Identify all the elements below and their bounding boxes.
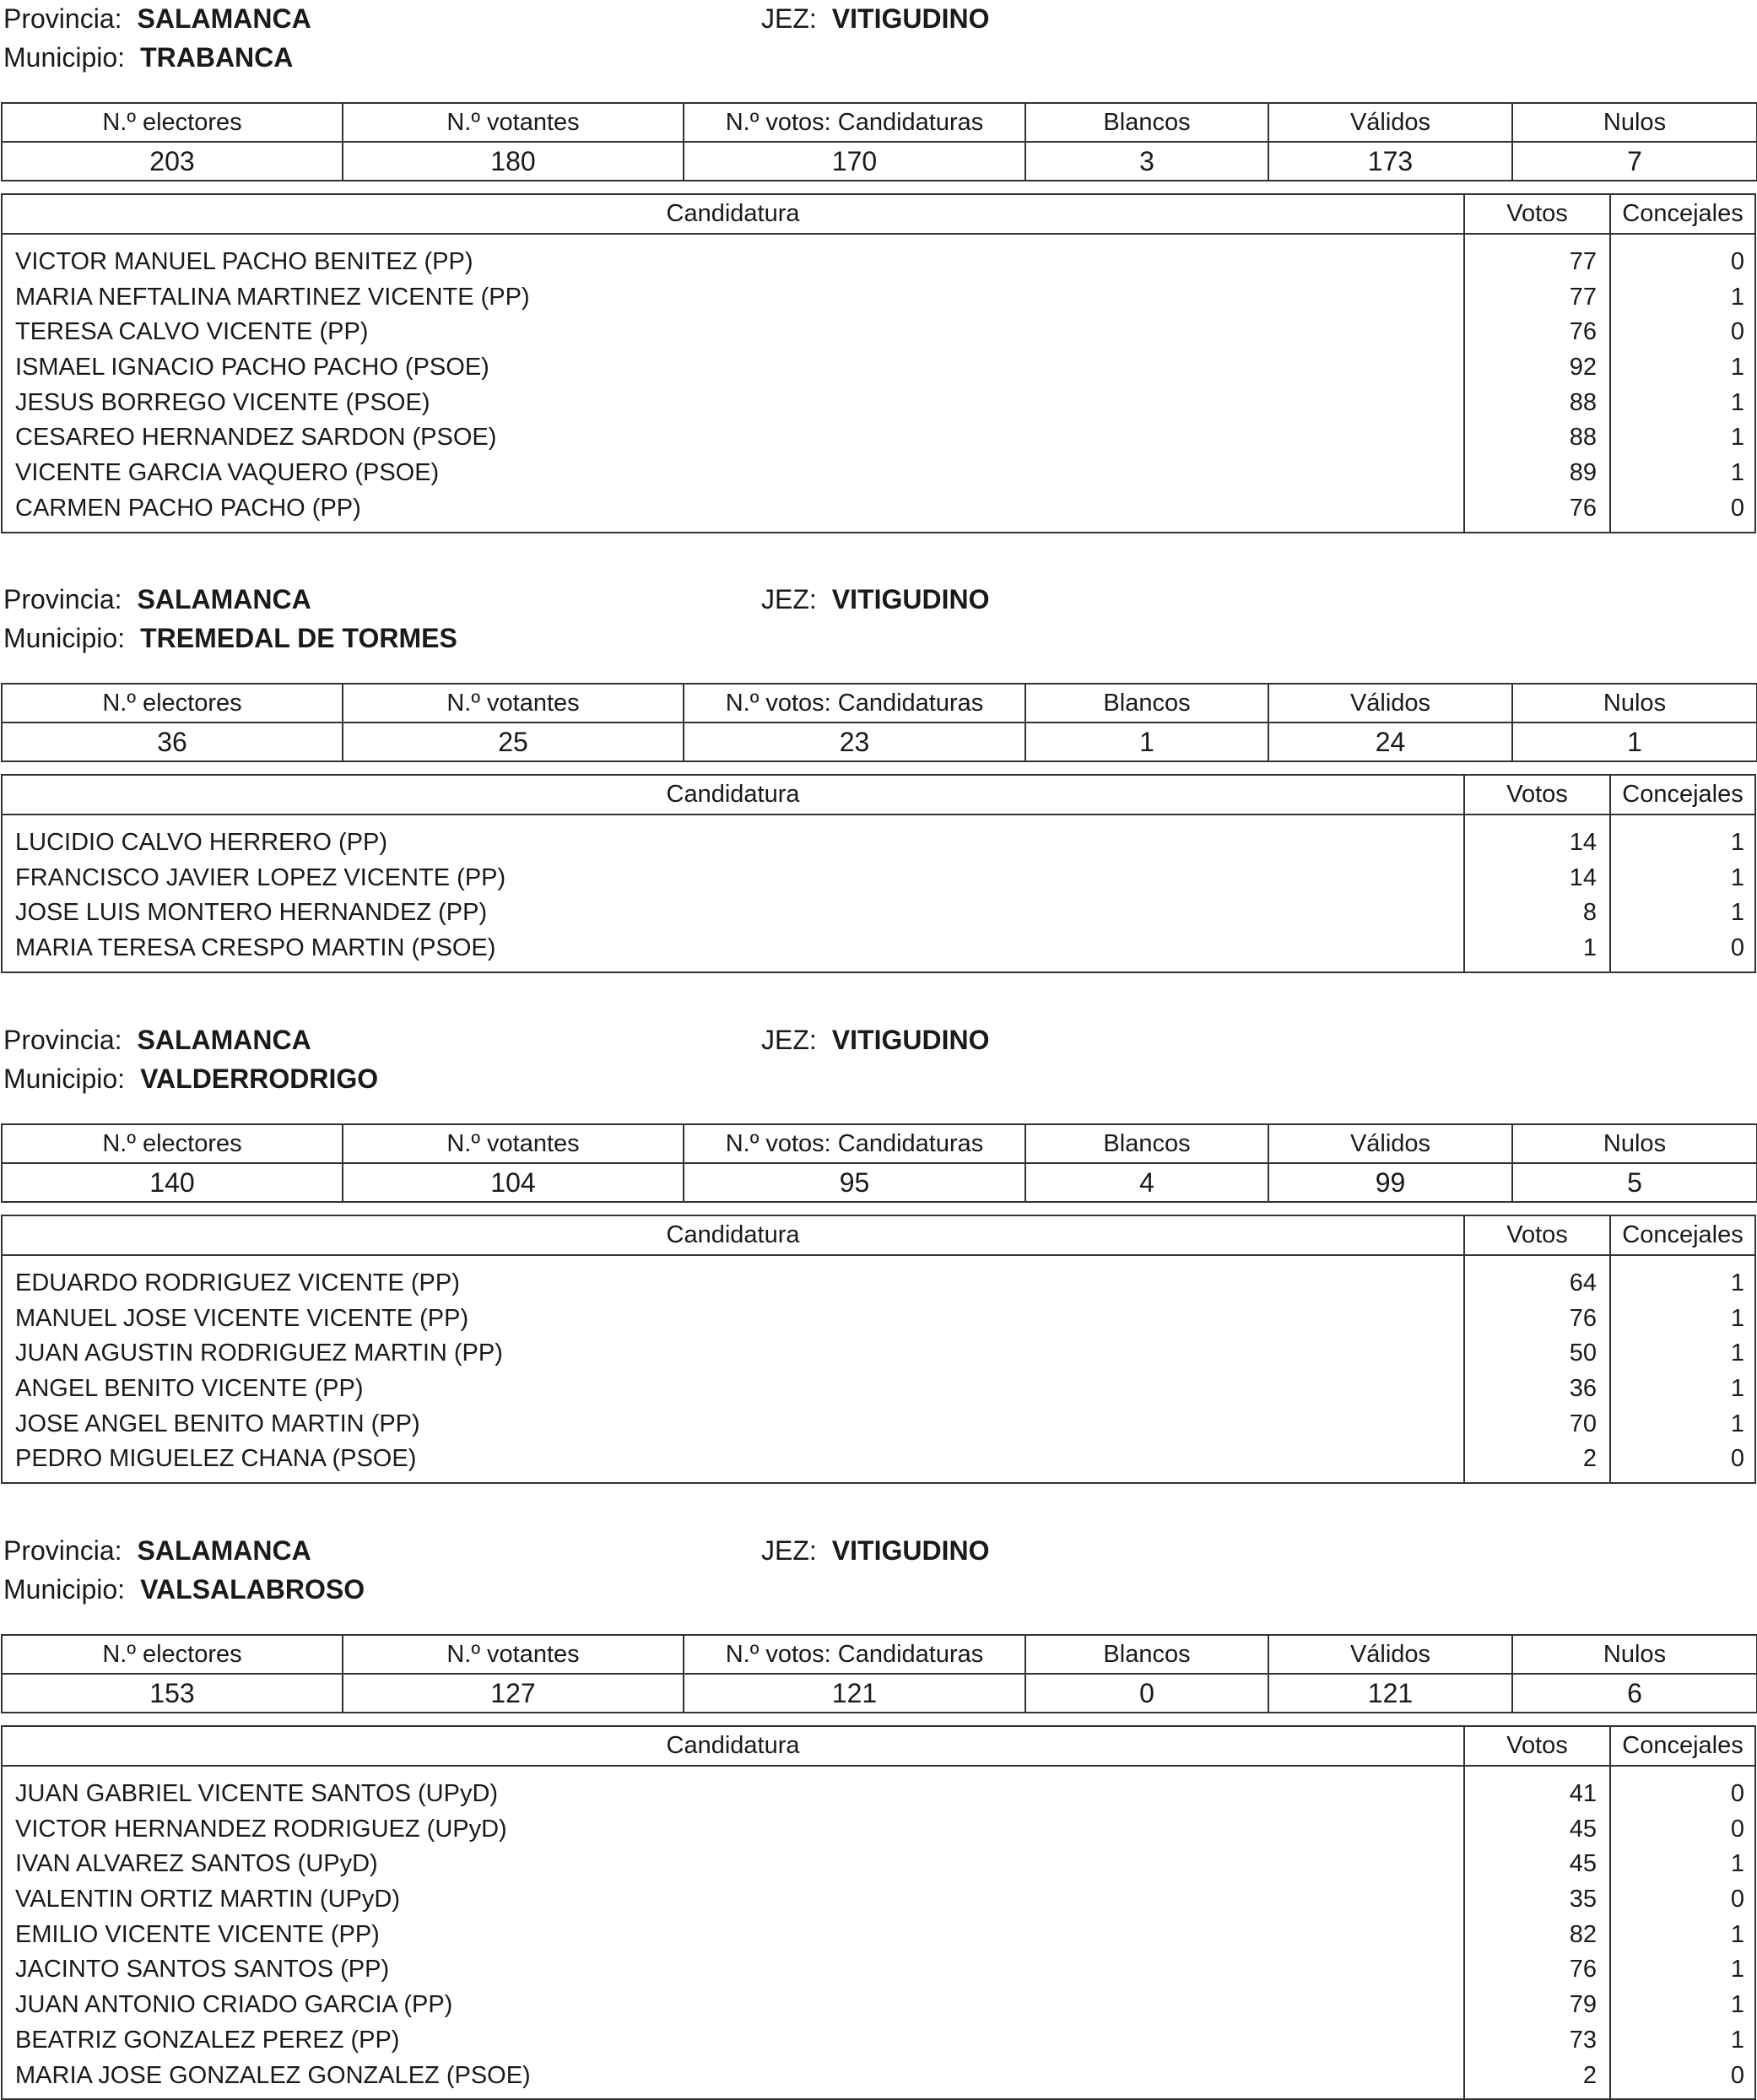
candidate-name: VALENTIN ORTIZ MARTIN (UPyD) [15, 1886, 400, 1913]
candidate-councillors: 1 [1730, 2026, 1744, 2054]
votos-header: Votos [1506, 200, 1568, 227]
candidate-votes: 45 [1569, 1850, 1597, 1878]
summary-values-row [2, 723, 1757, 761]
candidate-row [3, 1266, 1754, 1302]
provincia-value: SALAMANCA [137, 3, 311, 34]
candidates-header-row [3, 776, 1754, 815]
validos-header: Válidos [1268, 1635, 1512, 1674]
candidates-rows [3, 1266, 1754, 1477]
concejales-header: Concejales [1622, 1221, 1743, 1248]
validos-value: 99 [1268, 1163, 1512, 1202]
votos-candidaturas-header: N.º votos: Candidaturas [684, 684, 1025, 723]
candidate-votes: 88 [1569, 388, 1597, 416]
candidate-councillors: 1 [1730, 829, 1744, 856]
candidate-row [3, 1336, 1754, 1372]
candidate-votes: 35 [1569, 1886, 1597, 1913]
validos-header: Válidos [1268, 103, 1512, 142]
candidate-name: VICTOR MANUEL PACHO BENITEZ (PP) [15, 248, 473, 275]
candidate-votes: 8 [1582, 899, 1597, 927]
candidate-councillors: 0 [1730, 2061, 1744, 2089]
votos-header: Votos [1506, 1732, 1568, 1759]
votos-candidaturas-value: 23 [684, 723, 1025, 761]
votantes-header: N.º votantes [343, 684, 684, 723]
candidate-councillors: 1 [1730, 1304, 1744, 1332]
candidate-name: JACINTO SANTOS SANTOS (PP) [15, 1956, 390, 1984]
candidate-councillors: 1 [1730, 1340, 1744, 1367]
electores-header: N.º electores [2, 1124, 343, 1163]
provincia-line [3, 0, 311, 37]
candidate-votes: 76 [1569, 1956, 1597, 1984]
candidate-councillors: 1 [1730, 899, 1744, 927]
candidate-row [3, 1812, 1754, 1848]
candidate-councillors: 0 [1730, 318, 1744, 346]
candidate-row [3, 491, 1754, 527]
validos-value: 173 [1268, 142, 1512, 181]
candidate-row [3, 1918, 1754, 1953]
candidate-councillors: 0 [1730, 494, 1744, 522]
candidate-councillors: 1 [1730, 863, 1744, 891]
electores-header: N.º electores [2, 684, 343, 723]
candidate-name: VICENTE GARCIA VAQUERO (PSOE) [15, 459, 440, 487]
candidate-votes: 92 [1569, 354, 1597, 382]
candidate-councillors: 0 [1730, 1445, 1744, 1473]
candidate-councillors: 1 [1730, 354, 1744, 382]
provincia-value: SALAMANCA [137, 584, 311, 614]
candidate-councillors: 1 [1730, 1375, 1744, 1403]
candidate-row [3, 1442, 1754, 1477]
jez-label: JEZ: [761, 3, 817, 34]
candidate-name: BEATRIZ GONZALEZ PEREZ (PP) [15, 2026, 400, 2054]
candidate-name: TERESA CALVO VICENTE (PP) [15, 318, 369, 346]
candidate-votes: 64 [1569, 1269, 1597, 1296]
candidate-votes: 77 [1569, 283, 1597, 311]
summary-table [1, 1634, 1757, 1713]
candidate-votes: 76 [1569, 494, 1597, 522]
votantes-value: 127 [343, 1674, 684, 1713]
candidatura-header: Candidatura [666, 1221, 800, 1248]
jez-label: JEZ: [761, 584, 817, 614]
provincia-line [3, 581, 311, 618]
votantes-value: 104 [343, 1163, 684, 1202]
candidate-votes: 1 [1582, 934, 1597, 962]
candidates-rows [3, 1777, 1754, 2093]
votantes-header: N.º votantes [343, 103, 684, 142]
candidate-name: LUCIDIO CALVO HERRERO (PP) [15, 829, 387, 856]
jez-label: JEZ: [761, 1025, 817, 1055]
candidate-name: PEDRO MIGUELEZ CHANA (PSOE) [15, 1445, 417, 1473]
candidate-row [3, 1882, 1754, 1918]
votos-candidaturas-header: N.º votos: Candidaturas [684, 103, 1025, 142]
candidate-row [3, 420, 1754, 456]
blancos-value: 0 [1025, 1674, 1268, 1713]
nulos-header: Nulos [1512, 684, 1757, 723]
candidate-row [3, 1407, 1754, 1442]
blancos-header: Blancos [1025, 1124, 1268, 1163]
jez-value: VITIGUDINO [831, 1025, 990, 1055]
summary-header-row [2, 103, 1757, 142]
candidate-councillors: 1 [1730, 1850, 1744, 1878]
blancos-value: 1 [1025, 723, 1268, 761]
votantes-header: N.º votantes [343, 1635, 684, 1674]
candidate-name: JUAN GABRIEL VICENTE SANTOS (UPyD) [15, 1780, 499, 1807]
jez-line [761, 581, 989, 618]
candidate-name: FRANCISCO JAVIER LOPEZ VICENTE (PP) [15, 863, 506, 891]
blancos-header: Blancos [1025, 1635, 1268, 1674]
candidate-votes: 89 [1569, 459, 1597, 487]
candidate-name: MANUEL JOSE VICENTE VICENTE (PP) [15, 1304, 469, 1332]
municipio-value: VALSALABROSO [140, 1574, 365, 1605]
electores-header: N.º electores [2, 1635, 343, 1674]
electores-value: 140 [2, 1163, 343, 1202]
candidate-name: MARIA NEFTALINA MARTINEZ VICENTE (PP) [15, 283, 530, 311]
candidate-votes: 76 [1569, 1304, 1597, 1332]
summary-header-row [2, 1635, 1757, 1674]
votos-candidaturas-header: N.º votos: Candidaturas [684, 1124, 1025, 1163]
candidate-row [3, 1777, 1754, 1812]
candidate-row [3, 896, 1754, 931]
municipio-label: Municipio: [3, 1574, 126, 1605]
candidate-votes: 14 [1569, 863, 1597, 891]
municipio-value: TREMEDAL DE TORMES [140, 623, 457, 653]
validos-value: 24 [1268, 723, 1512, 761]
nulos-value: 7 [1512, 142, 1757, 181]
candidate-votes: 2 [1582, 2061, 1597, 2089]
candidate-name: CESAREO HERNANDEZ SARDON (PSOE) [15, 424, 497, 452]
candidate-votes: 88 [1569, 424, 1597, 452]
municipio-line [3, 620, 457, 657]
candidate-row [3, 1302, 1754, 1337]
votos-header: Votos [1506, 1221, 1568, 1248]
candidate-row [3, 825, 1754, 861]
candidate-name: JOSE LUIS MONTERO HERNANDEZ (PP) [15, 899, 488, 927]
votos-candidaturas-value: 170 [684, 142, 1025, 181]
candidate-row [3, 350, 1754, 386]
municipio-line [3, 39, 293, 76]
jez-line [761, 1021, 989, 1058]
candidate-councillors: 0 [1730, 1815, 1744, 1843]
summary-table [1, 683, 1757, 762]
nulos-header: Nulos [1512, 1124, 1757, 1163]
provincia-line [3, 1532, 311, 1569]
concejales-header: Concejales [1622, 200, 1743, 227]
candidate-row [3, 386, 1754, 421]
candidates-rows [3, 245, 1754, 527]
municipio-value: VALDERRODRIGO [140, 1064, 379, 1094]
candidate-row [3, 280, 1754, 316]
candidate-votes: 76 [1569, 318, 1597, 346]
candidate-name: EMILIO VICENTE VICENTE (PP) [15, 1920, 380, 1948]
blancos-value: 4 [1025, 1163, 1268, 1202]
blancos-value: 3 [1025, 142, 1268, 181]
candidate-name: CARMEN PACHO PACHO (PP) [15, 494, 361, 522]
jez-value: VITIGUDINO [831, 584, 990, 614]
candidate-name: ISMAEL IGNACIO PACHO PACHO (PSOE) [15, 354, 489, 382]
provincia-value: SALAMANCA [137, 1025, 311, 1055]
votantes-value: 25 [343, 723, 684, 761]
candidate-councillors: 0 [1730, 934, 1744, 962]
candidates-table [1, 774, 1756, 973]
candidates-table [1, 1725, 1756, 2100]
candidates-header-row [3, 195, 1754, 235]
provincia-value: SALAMANCA [137, 1535, 311, 1566]
candidates-table [1, 193, 1756, 533]
candidate-name: JUAN ANTONIO CRIADO GARCIA (PP) [15, 1991, 453, 2019]
provincia-label: Provincia: [3, 1025, 122, 1055]
concejales-header: Concejales [1622, 1732, 1743, 1759]
candidate-votes: 45 [1569, 1815, 1597, 1843]
candidate-councillors: 1 [1730, 1410, 1744, 1437]
summary-values-row [2, 1163, 1757, 1202]
electores-value: 36 [2, 723, 343, 761]
candidates-rows [3, 825, 1754, 966]
candidates-table [1, 1215, 1756, 1484]
candidate-votes: 77 [1569, 248, 1597, 275]
candidate-councillors: 1 [1730, 1991, 1744, 2019]
candidate-row [3, 2023, 1754, 2059]
nulos-header: Nulos [1512, 103, 1757, 142]
candidate-name: JESUS BORREGO VICENTE (PSOE) [15, 388, 430, 416]
provincia-label: Provincia: [3, 3, 122, 34]
candidate-votes: 50 [1569, 1340, 1597, 1367]
provincia-label: Provincia: [3, 1535, 122, 1566]
votos-candidaturas-header: N.º votos: Candidaturas [684, 1635, 1025, 1674]
candidates-header-row [3, 1216, 1754, 1256]
candidate-councillors: 0 [1730, 1886, 1744, 1913]
candidate-row [3, 456, 1754, 491]
candidate-councillors: 1 [1730, 424, 1744, 452]
candidate-votes: 70 [1569, 1410, 1597, 1437]
candidate-councillors: 0 [1730, 1780, 1744, 1807]
electores-value: 203 [2, 142, 343, 181]
candidate-councillors: 1 [1730, 1920, 1744, 1948]
electores-value: 153 [2, 1674, 343, 1713]
jez-value: VITIGUDINO [831, 3, 990, 34]
candidate-name: EDUARDO RODRIGUEZ VICENTE (PP) [15, 1269, 460, 1296]
candidate-votes: 82 [1569, 1920, 1597, 1948]
concejales-header: Concejales [1622, 781, 1743, 808]
municipio-label: Municipio: [3, 623, 126, 653]
candidate-name: VICTOR HERNANDEZ RODRIGUEZ (UPyD) [15, 1815, 507, 1843]
votantes-header: N.º votantes [343, 1124, 684, 1163]
candidate-councillors: 0 [1730, 248, 1744, 275]
candidate-name: JUAN AGUSTIN RODRIGUEZ MARTIN (PP) [15, 1340, 503, 1367]
votos-candidaturas-value: 121 [684, 1674, 1025, 1713]
candidate-votes: 2 [1582, 1445, 1597, 1473]
candidate-name: ANGEL BENITO VICENTE (PP) [15, 1375, 364, 1403]
nulos-value: 1 [1512, 723, 1757, 761]
candidate-councillors: 1 [1730, 459, 1744, 487]
summary-header-row [2, 684, 1757, 723]
candidates-header-row [3, 1727, 1754, 1767]
candidate-votes: 14 [1569, 829, 1597, 856]
votos-header: Votos [1506, 781, 1568, 808]
candidate-row [3, 245, 1754, 280]
votos-candidaturas-value: 95 [684, 1163, 1025, 1202]
candidate-councillors: 1 [1730, 1956, 1744, 1984]
nulos-value: 6 [1512, 1674, 1757, 1713]
candidate-row [3, 315, 1754, 350]
validos-value: 121 [1268, 1674, 1512, 1713]
nulos-value: 5 [1512, 1163, 1757, 1202]
summary-values-row [2, 1674, 1757, 1713]
municipio-label: Municipio: [3, 1064, 126, 1094]
municipio-line [3, 1060, 378, 1097]
blancos-header: Blancos [1025, 103, 1268, 142]
candidate-councillors: 1 [1730, 388, 1744, 416]
jez-line [761, 1532, 989, 1569]
candidate-row [3, 2059, 1754, 2094]
candidate-councillors: 1 [1730, 283, 1744, 311]
candidate-name: MARIA JOSE GONZALEZ GONZALEZ (PSOE) [15, 2061, 531, 2089]
candidate-row [3, 1847, 1754, 1882]
nulos-header: Nulos [1512, 1635, 1757, 1674]
candidatura-header: Candidatura [666, 200, 800, 227]
candidate-votes: 73 [1569, 2026, 1597, 2054]
candidate-row [3, 1952, 1754, 1988]
electores-header: N.º electores [2, 103, 343, 142]
jez-value: VITIGUDINO [831, 1535, 990, 1566]
candidate-votes: 41 [1569, 1780, 1597, 1807]
candidate-row [3, 1988, 1754, 2023]
municipio-label: Municipio: [3, 42, 126, 73]
validos-header: Válidos [1268, 684, 1512, 723]
candidate-row [3, 861, 1754, 896]
summary-table [1, 1123, 1757, 1203]
votantes-value: 180 [343, 142, 684, 181]
candidate-votes: 36 [1569, 1375, 1597, 1403]
candidate-votes: 79 [1569, 1991, 1597, 2019]
jez-label: JEZ: [761, 1535, 817, 1566]
provincia-label: Provincia: [3, 584, 122, 614]
validos-header: Válidos [1268, 1124, 1512, 1163]
municipio-value: TRABANCA [140, 42, 294, 73]
candidatura-header: Candidatura [666, 781, 800, 808]
candidatura-header: Candidatura [666, 1732, 800, 1759]
municipio-line [3, 1571, 365, 1608]
candidate-name: JOSE ANGEL BENITO MARTIN (PP) [15, 1410, 420, 1437]
summary-table [1, 102, 1757, 181]
summary-header-row [2, 1124, 1757, 1163]
candidate-row [3, 1372, 1754, 1407]
candidate-name: IVAN ALVAREZ SANTOS (UPyD) [15, 1850, 378, 1878]
candidate-row [3, 931, 1754, 966]
blancos-header: Blancos [1025, 684, 1268, 723]
jez-line [761, 0, 989, 37]
provincia-line [3, 1021, 311, 1058]
summary-values-row [2, 142, 1757, 181]
candidate-councillors: 1 [1730, 1269, 1744, 1296]
candidate-name: MARIA TERESA CRESPO MARTIN (PSOE) [15, 934, 496, 962]
